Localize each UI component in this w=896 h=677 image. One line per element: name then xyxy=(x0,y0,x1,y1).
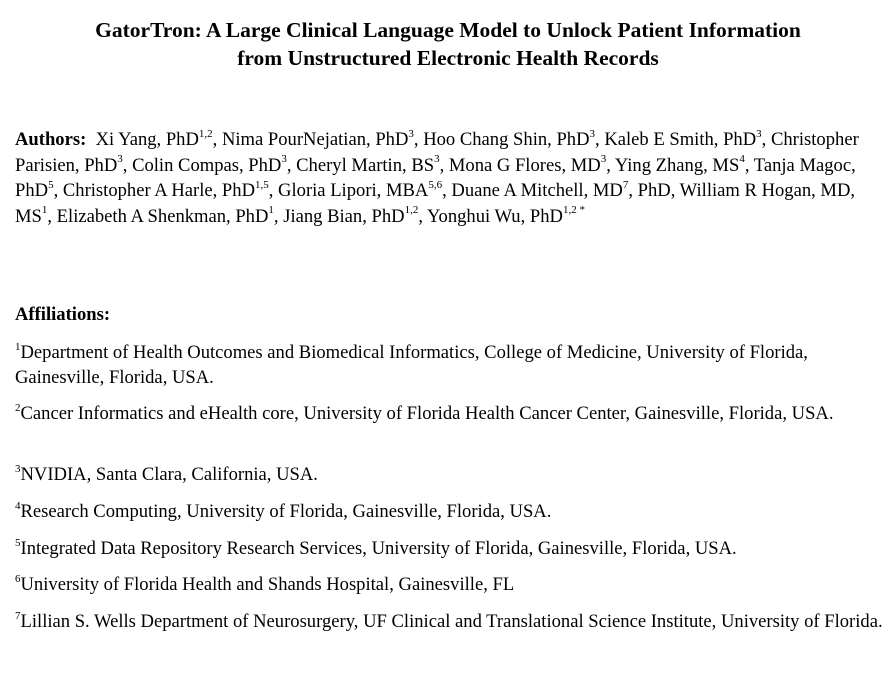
author-entry xyxy=(423,129,604,150)
author-affiliation-marker: 3 xyxy=(281,153,287,166)
paper-title xyxy=(0,16,896,72)
author-entry xyxy=(63,180,278,201)
author-entry xyxy=(449,155,615,176)
author-name: PhD, William R Hogan, MD, MS xyxy=(15,180,856,227)
affiliation-item xyxy=(15,537,885,562)
affiliation-item xyxy=(15,500,885,525)
author-list xyxy=(15,129,859,227)
affiliation-number: 4 xyxy=(15,499,21,512)
affiliation-text: Department of Health Outcomes and Biomedical Informatics, College of Medicine, University of Florida, Gainesville, Florida, USA. xyxy=(15,342,808,388)
author-entry xyxy=(283,206,427,227)
author-affiliation-marker: 5 xyxy=(48,178,54,191)
author-entry xyxy=(451,180,637,201)
author-separator: , xyxy=(273,205,284,227)
affiliations-heading: Affiliations: xyxy=(15,304,111,325)
affiliation-item xyxy=(15,610,885,635)
affiliation-item xyxy=(15,402,885,427)
author-name: Nima PourNejatian, PhD xyxy=(221,129,409,150)
title-line-2: from Unstructured Electronic Health Records xyxy=(237,46,659,70)
author-entry xyxy=(222,129,423,150)
author-name: Jiang Bian, PhD xyxy=(283,205,405,227)
author-entry xyxy=(615,155,754,176)
author-name: Cheryl Martin, BS xyxy=(296,154,435,176)
author-separator: , xyxy=(418,205,427,227)
author-separator: , xyxy=(744,154,754,176)
author-separator: , xyxy=(439,154,449,176)
affiliation-number: 7 xyxy=(15,609,21,622)
author-entry xyxy=(132,155,296,176)
author-name: Hoo Chang Shin, PhD xyxy=(423,129,590,150)
author-affiliation-marker: 1 xyxy=(41,204,48,217)
affiliation-item xyxy=(15,341,885,390)
author-separator: , xyxy=(413,129,424,150)
author-name: Christopher Parisien, PhD xyxy=(15,129,859,176)
author-name: Xi Yang, PhD xyxy=(95,129,199,150)
author-entry xyxy=(604,129,771,150)
author-affiliation-marker: 7 xyxy=(622,178,629,191)
author-affiliation-marker: 3 xyxy=(589,127,596,140)
author-affiliation-marker: 4 xyxy=(739,153,745,166)
affiliation-item xyxy=(15,573,885,598)
author-name: Elizabeth A Shenkman, PhD xyxy=(56,205,269,227)
author-separator: , xyxy=(47,205,57,227)
author-affiliation-marker: 3 xyxy=(434,153,440,166)
author-affiliation-marker: 1,2 xyxy=(404,204,419,217)
affiliation-text: Lillian S. Wells Department of Neurosurgery, UF Clinical and Translational Science Institute, University of Florida. xyxy=(20,611,883,632)
author-separator: , xyxy=(442,180,452,201)
author-separator: , xyxy=(212,129,222,150)
author-entry xyxy=(296,155,449,176)
author-name: Gloria Lipori, MBA xyxy=(278,180,429,201)
author-affiliation-marker: 5,6 xyxy=(428,178,443,191)
author-separator: , xyxy=(53,180,63,201)
author-affiliation-marker: 1 xyxy=(268,204,274,217)
author-separator: , xyxy=(286,154,297,176)
author-affiliation-marker: 3 xyxy=(600,153,607,166)
affiliation-number: 5 xyxy=(15,536,21,549)
affiliation-number: 2 xyxy=(15,401,21,414)
author-name: Yonghui Wu, PhD xyxy=(426,205,563,227)
affiliation-text: NVIDIA, Santa Clara, California, USA. xyxy=(20,464,318,485)
affiliation-item xyxy=(15,463,885,488)
author-name: Christopher A Harle, PhD xyxy=(62,180,255,201)
authors-label: Authors: xyxy=(15,129,87,150)
author-affiliation-marker: 1,2 * xyxy=(562,204,585,217)
title-line-1: GatorTron: A Large Clinical Language Model to Unlock Patient Information xyxy=(95,18,801,42)
author-affiliation-marker: 3 xyxy=(756,127,762,140)
affiliation-number: 3 xyxy=(15,462,21,475)
author-affiliation-marker: 1,2 xyxy=(198,127,213,140)
author-name: Colin Compas, PhD xyxy=(132,154,282,176)
author-separator: , xyxy=(268,180,279,201)
affiliation-text: Cancer Informatics and eHealth core, University of Florida Health Cancer Center, Gainesville, Florida, USA. xyxy=(20,403,834,424)
author-entry xyxy=(96,129,222,150)
author-name: Mona G Flores, MD xyxy=(448,154,601,176)
author-name: Kaleb E Smith, PhD xyxy=(604,129,757,150)
affiliation-text: Research Computing, University of Florida, Gainesville, Florida, USA. xyxy=(20,501,552,522)
author-name: Ying Zhang, MS xyxy=(614,154,740,176)
affiliation-text: Integrated Data Repository Research Services, University of Florida, Gainesville, Florida, USA. xyxy=(20,538,737,559)
author-name: Tanja Magoc, PhD xyxy=(15,154,856,201)
author-separator: , xyxy=(628,180,638,201)
author-separator: , xyxy=(606,154,615,176)
author-affiliation-marker: 1,5 xyxy=(255,178,269,191)
authors-block xyxy=(15,127,881,229)
author-separator: , xyxy=(122,154,133,176)
author-separator: , xyxy=(595,129,605,150)
author-separator: , xyxy=(761,129,771,150)
affiliation-number: 6 xyxy=(15,572,21,585)
author-affiliation-marker: 3 xyxy=(408,127,414,140)
author-entry xyxy=(57,206,284,227)
author-entry xyxy=(427,206,585,227)
author-name: Duane A Mitchell, MD xyxy=(451,180,623,201)
affiliation-text: University of Florida Health and Shands Hospital, Gainesville, FL xyxy=(20,574,515,595)
author-affiliation-marker: 3 xyxy=(117,153,123,166)
affiliation-number: 1 xyxy=(15,340,21,353)
author-entry xyxy=(278,180,451,201)
